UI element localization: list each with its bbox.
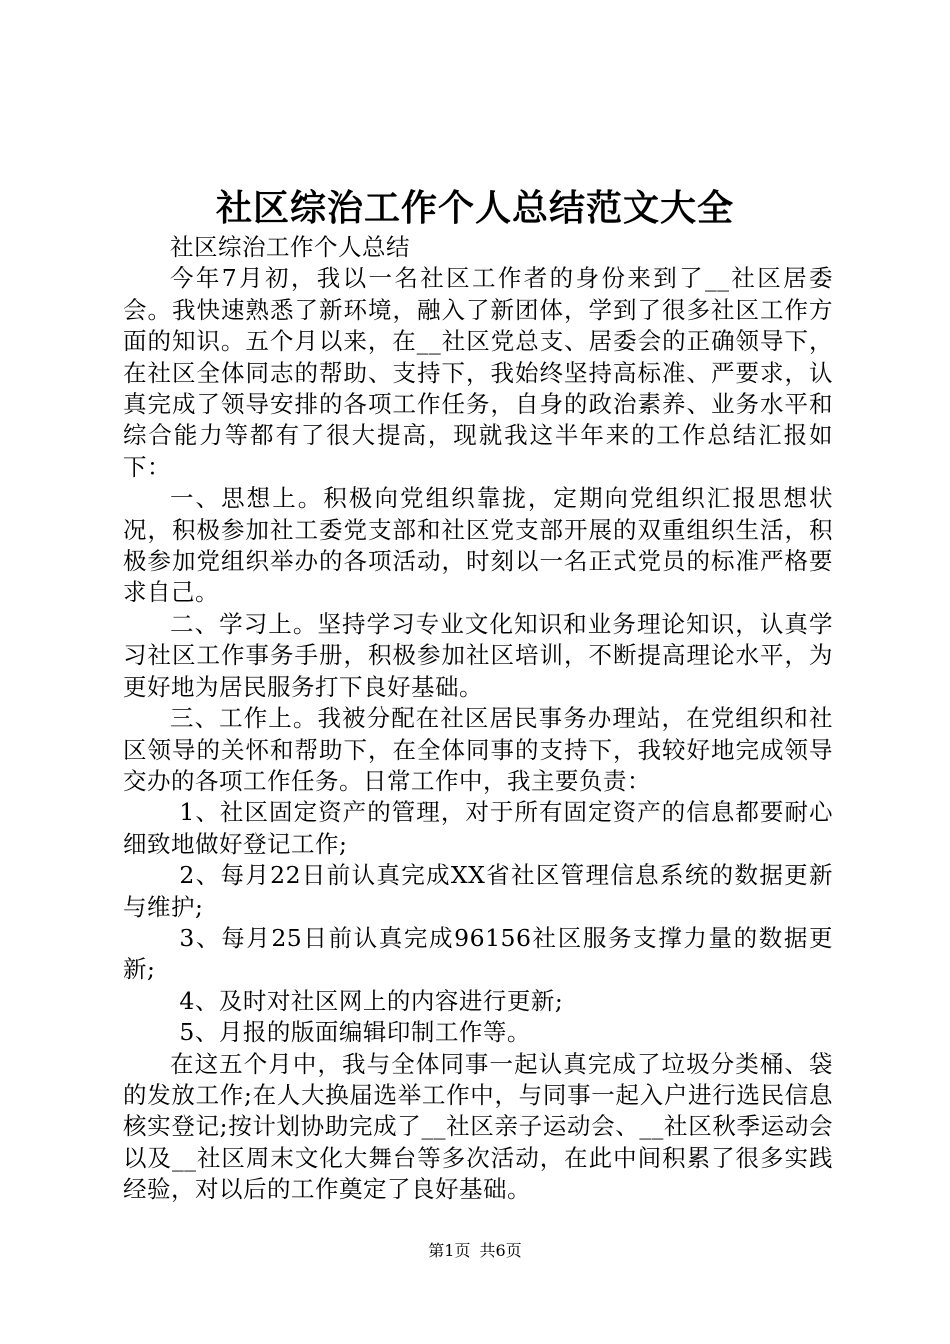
current-page-number: 第1页 <box>428 1241 471 1260</box>
document-title: 社区综治工作个人总结范文大全 <box>215 187 734 229</box>
document-body <box>123 232 833 1206</box>
paragraph-subtitle: 社区综治工作个人总结 <box>170 233 410 261</box>
list-item-4: 4、及时对社区网上的内容进行更新; <box>179 986 564 1015</box>
paragraph-intro: 今年7月初，我以一名社区工作者的身份来到了__社区居委会。我快速熟悉了新环境，融入了新团体，学到了很多社区工作方面的知识。五个月以来，在__社区党总支、居委会的正确领导下，在社区全体同志的帮助、支持下，我始终坚持高标准、严要求，认真完成了领导安排的各项工作任务，自身的政治素养、业务水平和综合能力等都有了很大提高，现就我这半年来的工作总结汇报如下： <box>123 264 833 481</box>
list-item-5: 5、月报的版面编辑印制工作等。 <box>179 1018 531 1047</box>
paragraph-work: 三、工作上。我被分配在社区居民事务办理站，在党组织和社区领导的关怀和帮助下，在全体同事的支持下，我较好地完成领导交办的各项工作任务。日常工作中，我主要负责： <box>123 704 833 795</box>
page-footer <box>0 1240 950 1262</box>
total-page-count: 共6页 <box>479 1241 522 1260</box>
list-item-1: 1、社区固定资产的管理，对于所有固定资产的信息都要耐心细致地做好登记工作; <box>123 798 833 858</box>
list-item-2: 2、每月22日前认真完成XX省社区管理信息系统的数据更新与维护; <box>123 861 833 921</box>
paragraph-summary: 在这五个月中，我与全体同事一起认真完成了垃圾分类桶、袋的发放工作;在人大换届选举工作中，与同事一起入户进行选民信息核实登记;按计划协助完成了__社区亲子运动会、__社区秋季运动会以及__社区周末文化大舞台等多次活动，在此中间积累了很多实践经验，对以后的工作奠定了良好基础。 <box>123 1049 833 1204</box>
paragraph-thought: 一、思想上。积极向党组织靠拢，定期向党组织汇报思想状况，积极参加社工委党支部和社区党支部开展的双重组织生活，积极参加党组织举办的各项活动，时刻以一名正式党员的标准严格要求自己。 <box>123 484 833 607</box>
paragraph-study: 二、学习上。坚持学习专业文化知识和业务理论知识，认真学习社区工作事务手册，积极参加社区培训，不断提高理论水平，为更好地为居民服务打下良好基础。 <box>123 609 833 701</box>
list-item-3: 3、每月25日前认真完成96156社区服务支撑力量的数据更新; <box>123 923 833 984</box>
